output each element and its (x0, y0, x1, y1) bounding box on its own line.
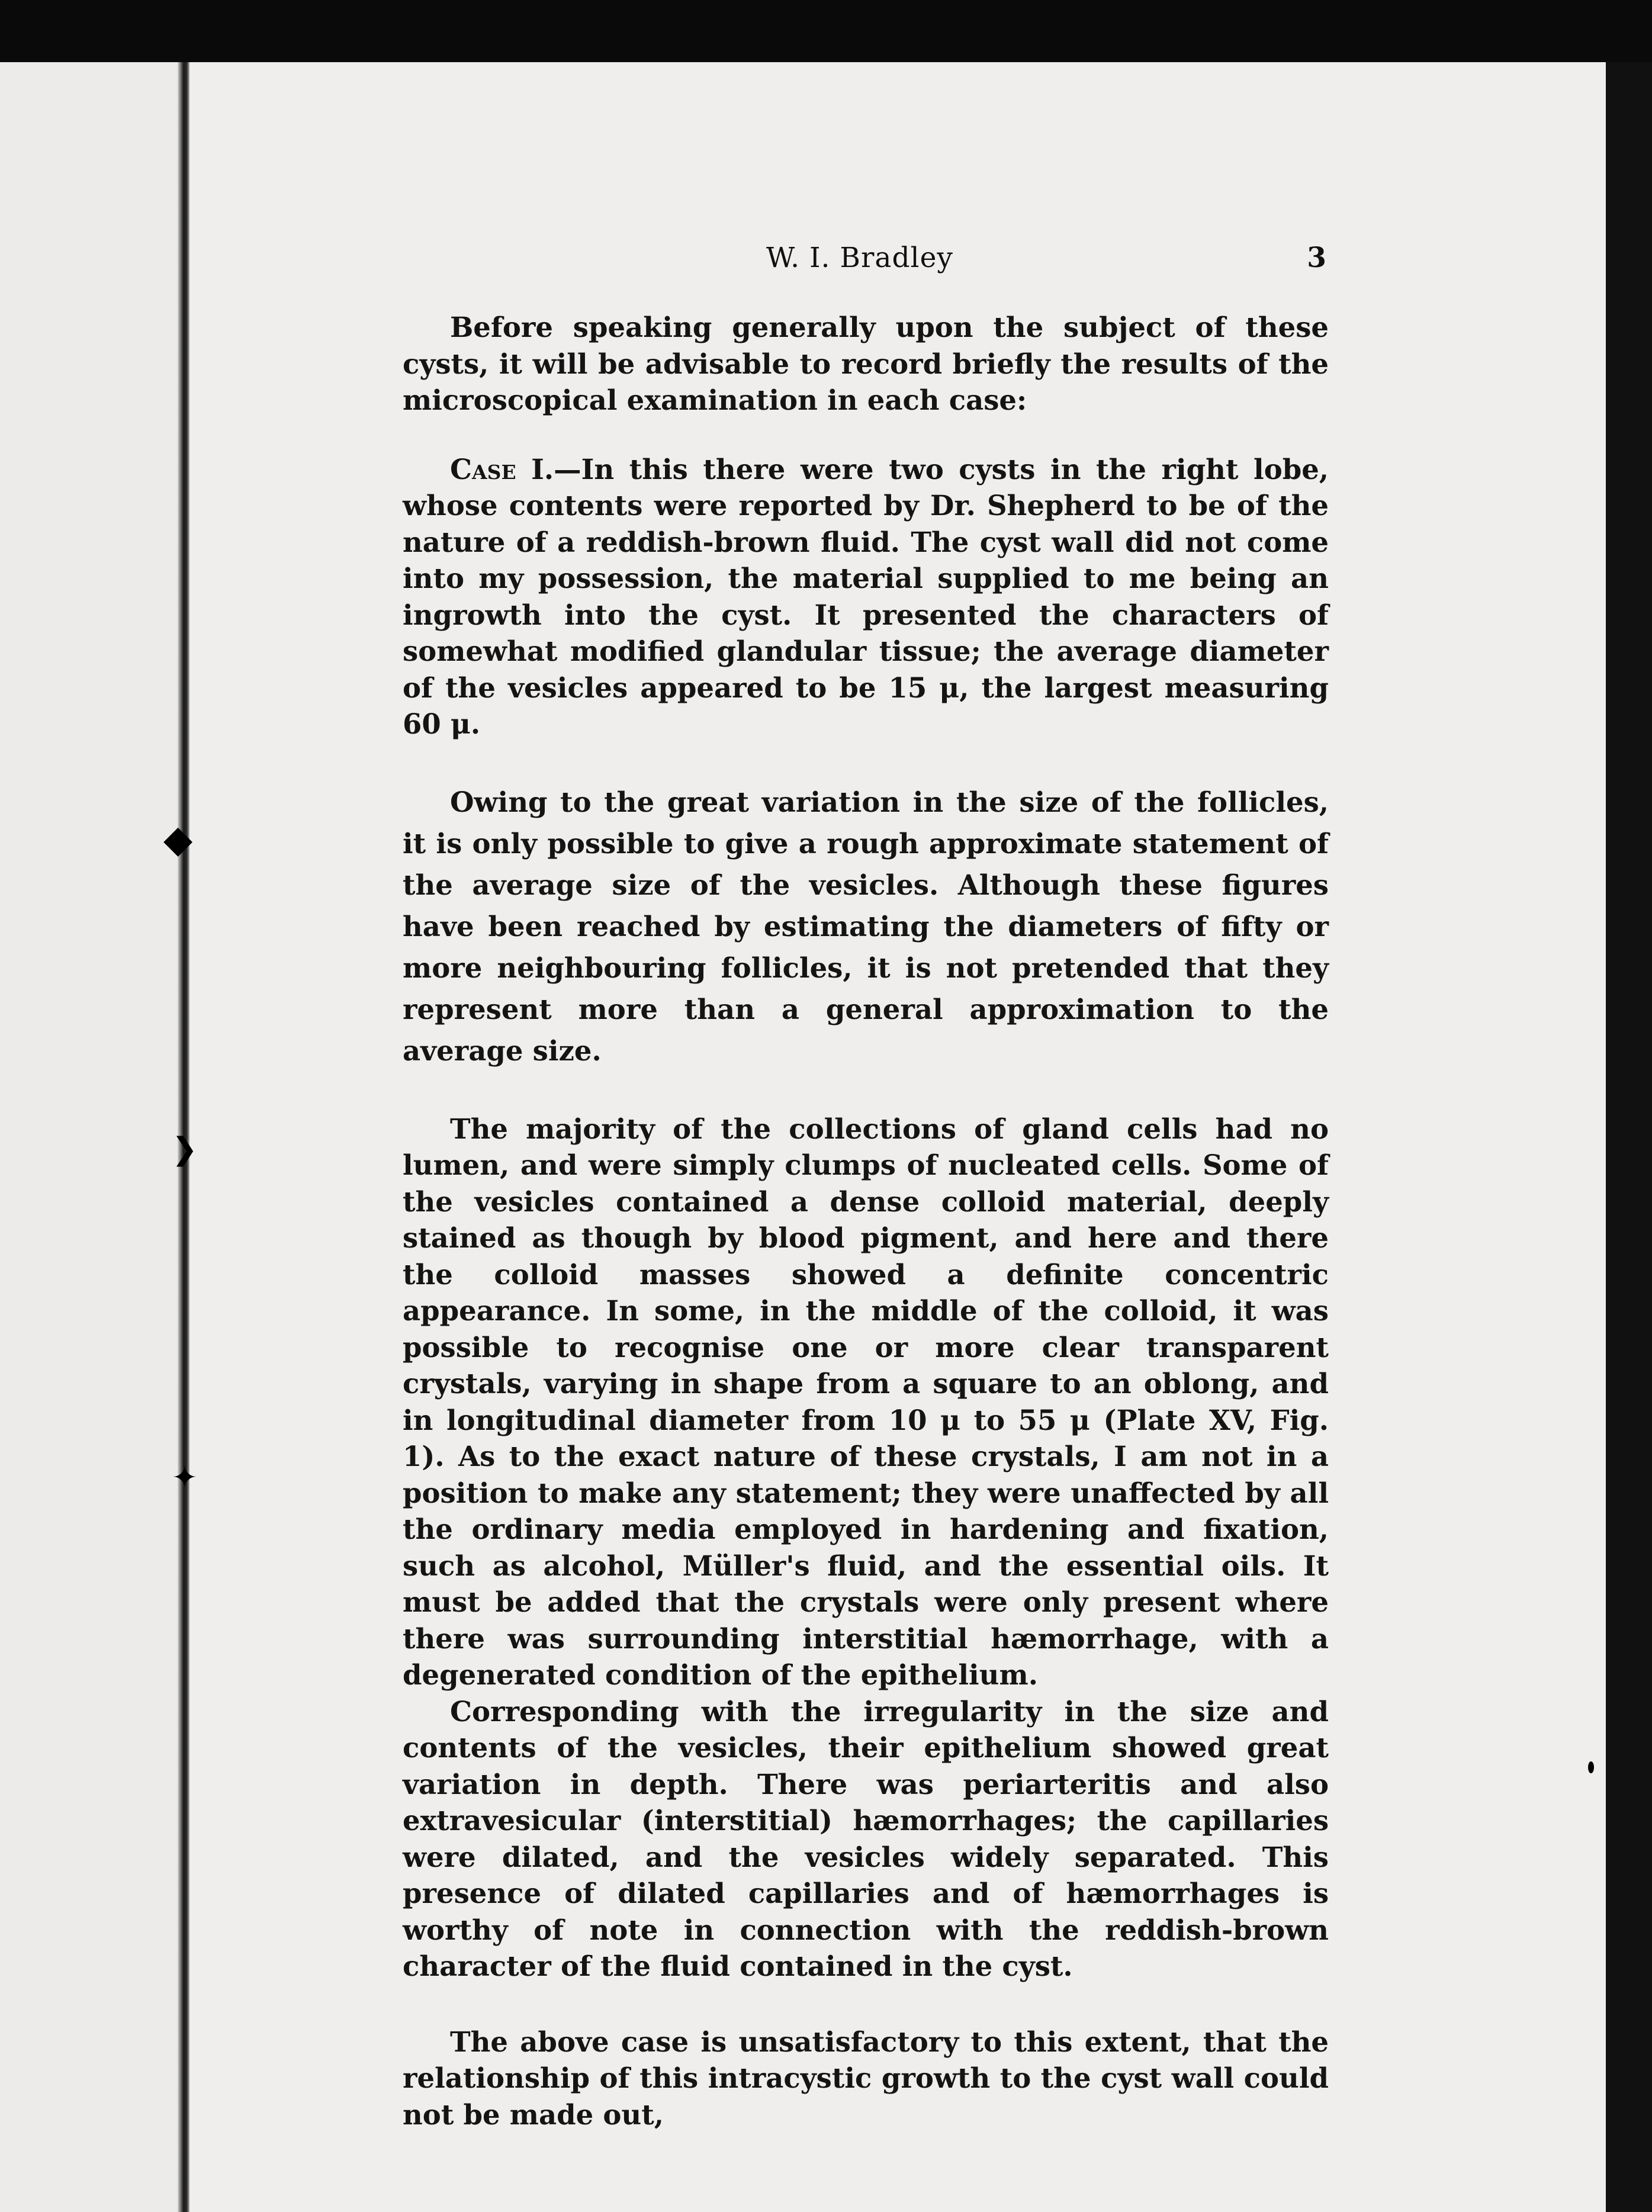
binding-clip-mark: ✦ (172, 1460, 198, 1496)
case-label: Case I. (450, 452, 554, 486)
paragraph: Before speaking generally upon the subject of these cysts, it will be advisable to record briefly the results of the microscopical examination in each case: (403, 311, 1329, 416)
page-number: 3 (1307, 242, 1326, 274)
paragraph-text: —In this there were two cysts in the right lobe, whose contents were reported by Dr. Shepherd to be of the nature of a reddish-brown fluid. The cyst wall did not come into my possession, the material supplied to me being an ingrowth into the cyst. It presented the characters of somewhat modified glandular tissue; the average diameter of the vesicles appeared to be 15 μ, the largest measuring 60 μ. (403, 452, 1329, 740)
paragraph: The above case is unsatisfactory to this extent, that the relationship of this intracystic growth to the cyst wall could not be made out, (403, 2025, 1329, 2131)
paragraph: The majority of the collections of gland cells had no lumen, and were simply clumps of nucleated cells. Some of the vesicles contained a dense colloid material, deeply stained as though by blood pigment, and here and there the colloid masses showed a definite concentric appearance. In some, in the middle of the colloid, it was possible to recognise one or more clear transparent crystals, varying in shape from a square to an oblong, and in longitudinal diameter from 10 μ to 55 μ (Plate XV, Fig. 1). As to the exact nature of these crystals, I am not in a position to make any statement; they were unaffected by all the ordinary media employed in hardening and fixation, such as alcohol, Müller's fluid, and the essential oils. It must be added that the crystals were only present where there was surrounding interstitial hæmorrhage, with a degenerated condition of the epithelium. (403, 1112, 1329, 1691)
paragraph: Corresponding with the irregularity in the size and contents of the vesicles, their epithelium showed great variation in depth. There was periarteritis and also extravesicular (interstitial) hæmorrhages; the capillaries were dilated, and the vesicles widely separated. This presence of dilated capillaries and of hæmorrhages is worthy of note in connection with the reddish-brown character of the fluid contained in the cyst. (403, 1695, 1329, 1982)
page-header (403, 242, 1329, 283)
facing-page-edge (0, 62, 188, 2212)
binding-clip-mark: ◆ (163, 818, 193, 861)
paragraph: Owing to the great variation in the size of the follicles, it is only possible to give a rough approximate statement of the average size of the vesicles. Although these figures have been reached by estimating the diameters of fifty or more neighbouring follicles, it is not pretended that they represent more than a general approximation to the average size. (403, 785, 1329, 1067)
body-text (403, 309, 1329, 2133)
ink-speck (1588, 1761, 1594, 1773)
binding-clip-mark: ❯ (172, 1131, 198, 1167)
scan-border (1606, 62, 1652, 2212)
paragraph (403, 451, 1329, 742)
running-head: W. I. Bradley (766, 242, 953, 274)
